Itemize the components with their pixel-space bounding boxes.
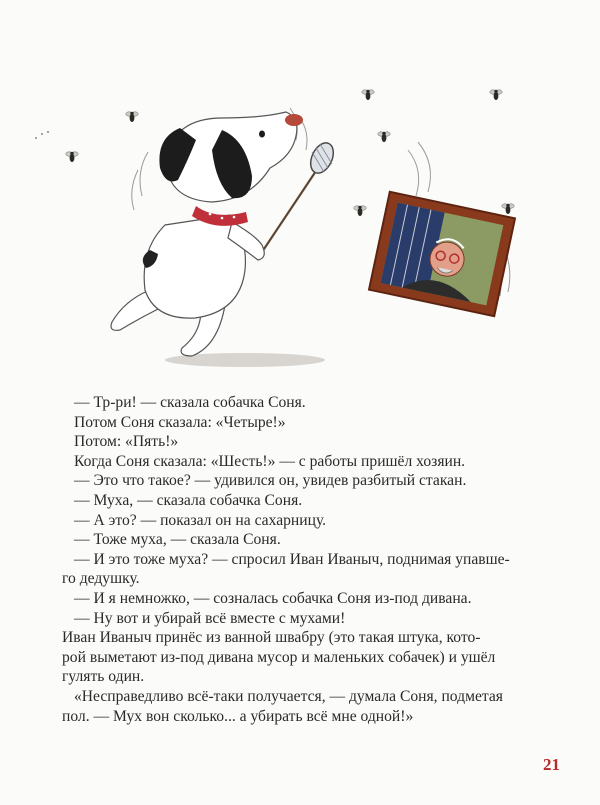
page-number: 21 <box>543 755 560 774</box>
text-line: — И я немножко, — созналась собачка Соня из-под дивана. <box>74 589 472 607</box>
text-line: гулять один. <box>62 668 145 686</box>
text-line: Потом: «Пять!» <box>74 433 179 451</box>
tilted-portrait-frame <box>369 192 515 316</box>
text-line: — Тоже муха, — сказала Соня. <box>74 531 281 549</box>
text-line: — Муха, — сказала собачка Соня. <box>74 491 303 509</box>
story-text <box>62 393 562 726</box>
text-line: «Несправедливо всё-таки получается, — думала Соня, подметая <box>74 687 503 705</box>
text-line: — Это что такое? — удивился он, увидев разбитый стакан. <box>74 472 467 490</box>
text-line: пол. — Мух вон сколько... а убирать всё мне одной!» <box>62 707 414 725</box>
text-line: — Ну вот и убирай всё вместе с мухами! <box>74 609 346 627</box>
text-line: Когда Соня сказала: «Шесть!» — с работы пришёл хозяин. <box>74 452 466 470</box>
text-line: Иван Иваныч принёс из ванной швабру (это такая штука, кото- <box>62 629 481 647</box>
text-line: — А это? — показал он на сахарницу. <box>74 511 327 529</box>
dog-with-flyswatter <box>111 112 338 356</box>
text-line: — Тр-ри! — сказала собачка Соня. <box>74 394 306 411</box>
fly-trail-dots <box>35 131 49 139</box>
text-line: Потом Соня сказала: «Четыре!» <box>74 413 286 431</box>
text-line: рой выметают из-под дивана мусор и маленьких собачек) и ушёл <box>62 648 496 666</box>
text-line: — И это тоже муха? — спросил Иван Иваныч, поднимая упавше- <box>74 550 510 568</box>
text-line: го дедушку. <box>62 570 140 588</box>
illustration <box>0 0 600 390</box>
